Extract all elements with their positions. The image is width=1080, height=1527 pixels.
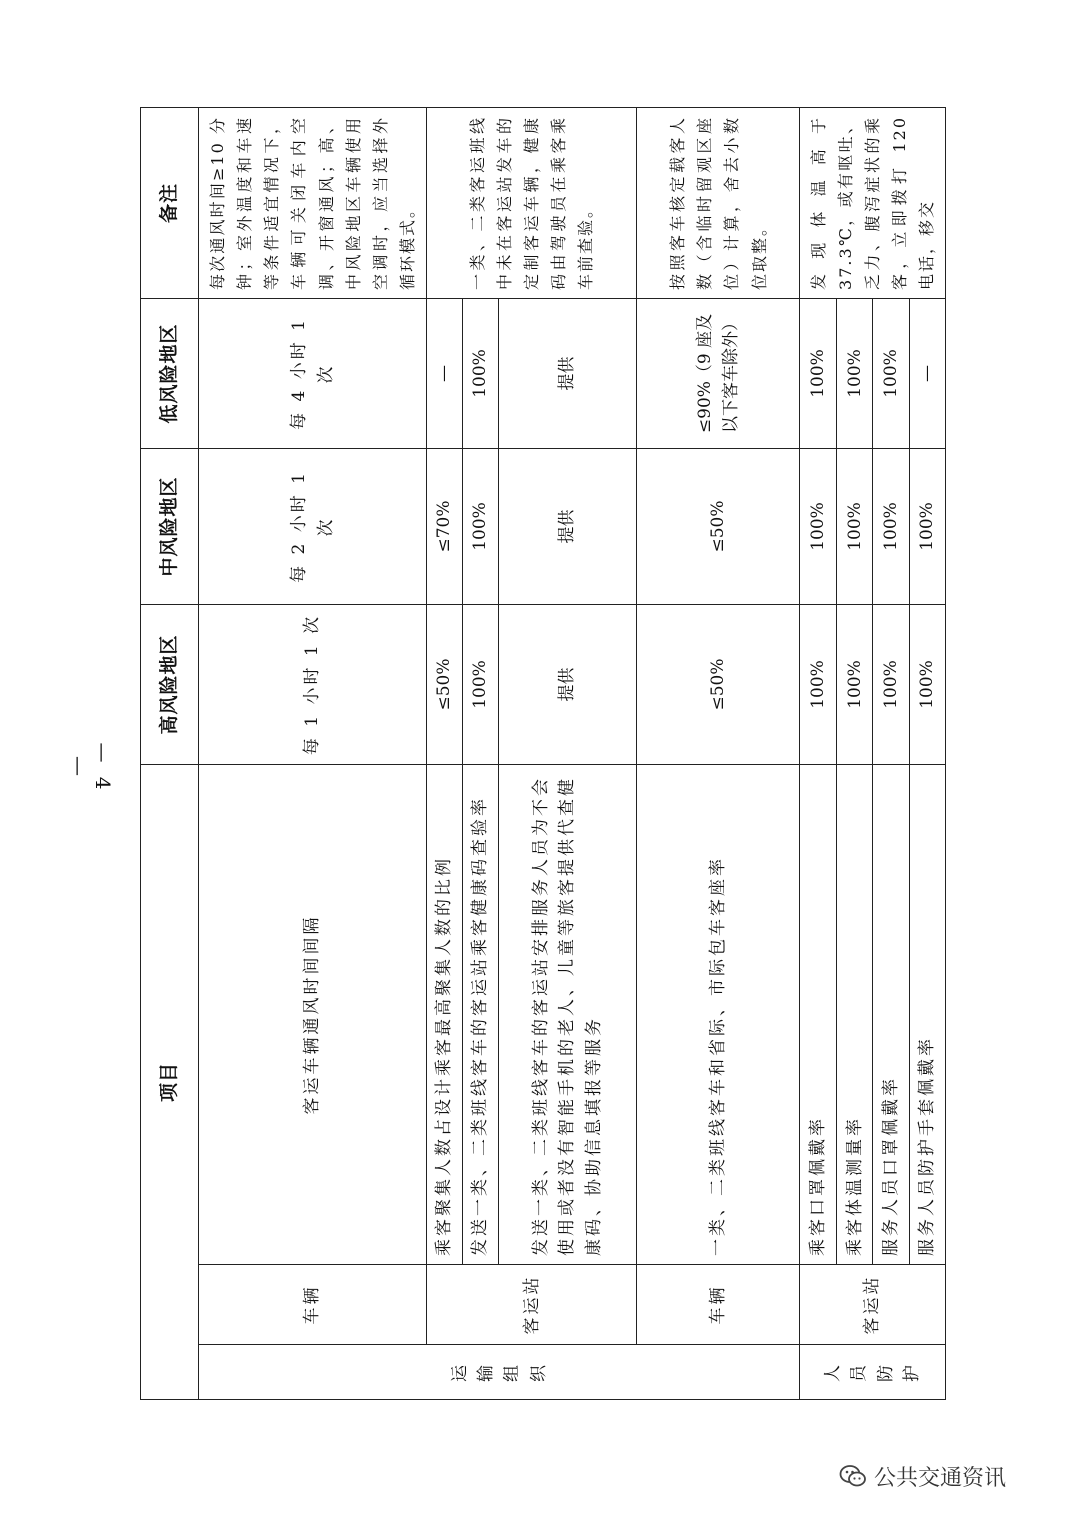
risk-level-table (140, 107, 946, 1400)
source-watermark (838, 1456, 1006, 1496)
category-station: 客运站 (426, 1265, 636, 1345)
row-mid: 100% (800, 448, 837, 604)
row-note: 每次通风时间≥10 分钟；室外温度和车速等条件适宜情况下，车辆可关闭车内空调、开窗通风；高、中风险地区车辆使用空调时，应当选择外循环模式。 (199, 107, 427, 298)
table-row (909, 107, 945, 1399)
header-low-risk: 低风险地区 (141, 298, 199, 448)
row-high: 提供 (498, 604, 637, 764)
row-low: 100% (463, 298, 499, 448)
table-row (426, 107, 462, 1399)
row-low: 100% (837, 298, 873, 448)
wechat-icon (838, 1461, 868, 1491)
category-vehicle: 车辆 (637, 1265, 800, 1345)
table-row (873, 107, 909, 1399)
row-item: 客运车辆通风时间间隔 (199, 764, 427, 1264)
row-low: 每 4 小时 1 次 (199, 298, 427, 448)
header-high-risk: 高风险地区 (141, 604, 199, 764)
row-note: 按照客车核定载客人数（含临时留观区座位）计算，舍去小数位取整。 (637, 107, 800, 298)
row-item: 乘客聚集人数占设计乘客最高聚集人数的比例 (426, 764, 462, 1264)
row-low: 提供 (498, 298, 637, 448)
row-high: ≤50% (637, 604, 800, 764)
row-item: 服务人员口罩佩戴率 (873, 764, 909, 1264)
row-high: 100% (873, 604, 909, 764)
table-row (463, 107, 499, 1399)
header-item: 项目 (141, 764, 199, 1399)
watermark-text: 公共交通资讯 (874, 1465, 1007, 1491)
row-mid: 100% (837, 448, 873, 604)
table-row (637, 107, 800, 1399)
row-high: 每 1 小时 1 次 (199, 604, 427, 764)
row-item: 乘客体温测量率 (837, 764, 873, 1264)
row-item: 一类、二类班线客车和省际、市际包车客座率 (637, 764, 800, 1264)
group-protection: 人员防护 (800, 1345, 946, 1400)
row-note: 发现体温高于37.3℃，或有呕吐、乏力、腹泻症状的乘客，立即拨打 120 电话，移交 (800, 107, 946, 298)
table-row (837, 107, 873, 1399)
table-row (199, 107, 427, 1399)
row-mid: 每 2 小时 1 次 (199, 448, 427, 604)
row-low: — (909, 298, 945, 448)
row-low: 100% (873, 298, 909, 448)
row-mid: 100% (873, 448, 909, 604)
row-mid: 100% (909, 448, 945, 604)
row-item: 乘客口罩佩戴率 (800, 764, 837, 1264)
category-vehicle: 车辆 (199, 1265, 427, 1345)
row-high: 100% (909, 604, 945, 764)
row-low: — (426, 298, 462, 448)
row-high: 100% (800, 604, 837, 764)
rotated-page-table (140, 108, 946, 1400)
table-header-row (141, 107, 199, 1399)
row-high: 100% (837, 604, 873, 764)
header-mid-risk: 中风险地区 (141, 448, 199, 604)
row-note: 一类、二类客运班线中未在客运站发车的定制客运车辆，健康码由驾驶员在乘客乘车前查验。 (426, 107, 636, 298)
row-item: 发送一类、二类班线客车的客运站乘客健康码查验率 (463, 764, 499, 1264)
row-item: 发送一类、二类班线客车的客运站安排服务人员为不会使用或者没有智能手机的老人、儿童等旅客提供代查健康码、协助信息填报等服务 (498, 764, 637, 1264)
category-station: 客运站 (800, 1265, 946, 1345)
row-mid: 100% (463, 448, 499, 604)
group-transport: 运输组织 (199, 1345, 800, 1400)
table-row (498, 107, 637, 1399)
row-mid: 提供 (498, 448, 637, 604)
table-row (800, 107, 837, 1399)
row-low: ≤90%（9 座及以下客车除外） (637, 298, 800, 448)
row-high: 100% (463, 604, 499, 764)
page-number: — 4 — (67, 742, 115, 794)
row-mid: ≤70% (426, 448, 462, 604)
row-item: 服务人员防护手套佩戴率 (909, 764, 945, 1264)
row-low: 100% (800, 298, 837, 448)
row-mid: ≤50% (637, 448, 800, 604)
header-note: 备注 (141, 107, 199, 298)
row-high: ≤50% (426, 604, 462, 764)
